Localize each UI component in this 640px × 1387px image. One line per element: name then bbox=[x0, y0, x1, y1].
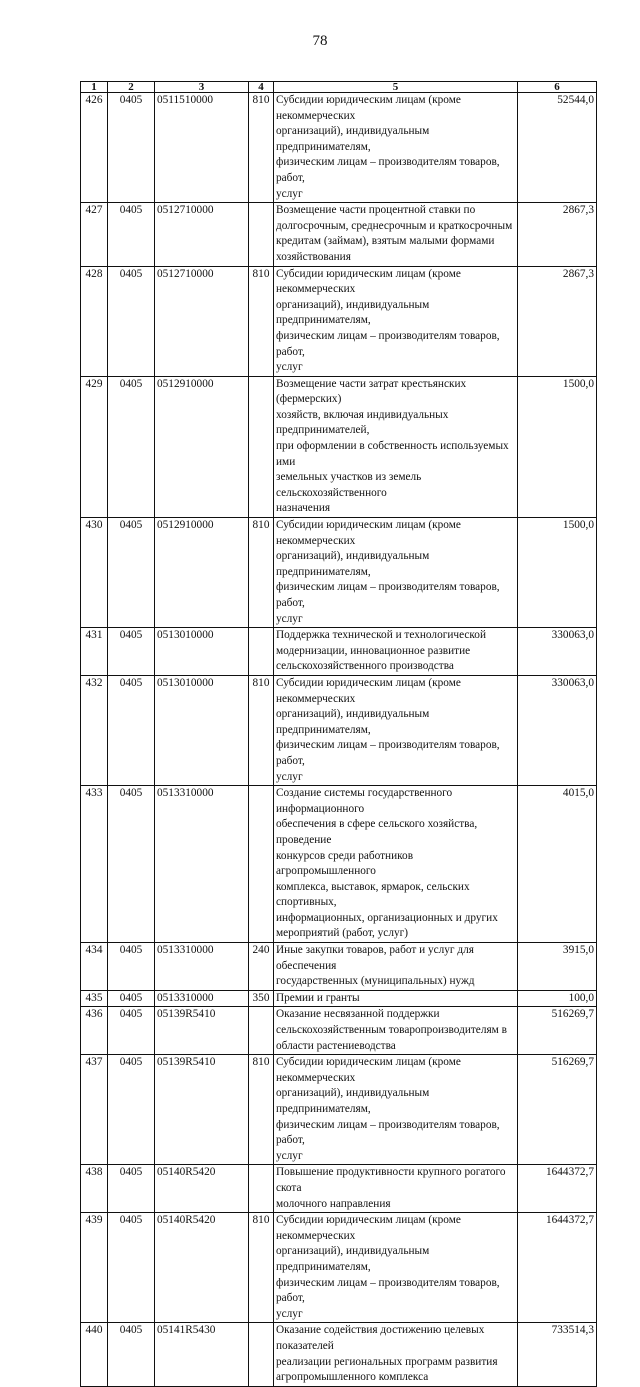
description-line: агропромышленного комплекса bbox=[276, 1371, 429, 1384]
target-article-code: 0512710000 bbox=[155, 266, 249, 376]
table-row bbox=[81, 628, 597, 676]
description-line: организаций), индивидуальным предпринимателям, bbox=[276, 298, 430, 327]
description-line: долгосрочным, среднесрочным и краткосрочным bbox=[276, 219, 513, 232]
description-line: хозяйств, включая индивидуальных предпринимателей, bbox=[276, 408, 449, 437]
target-article-code: 05141R5430 bbox=[155, 1323, 249, 1386]
row-number: 440 bbox=[81, 1323, 108, 1386]
description-line: организаций), индивидуальным предпринимателям, bbox=[276, 125, 430, 153]
description bbox=[274, 518, 518, 628]
target-article-code: 0513010000 bbox=[155, 628, 249, 676]
expense-type-code: 810 bbox=[249, 266, 274, 376]
row-number: 434 bbox=[81, 943, 108, 991]
column-header: 6 bbox=[518, 82, 597, 93]
expense-type-code: 810 bbox=[249, 1055, 274, 1165]
description-line: Возмещение части процентной ставки по bbox=[276, 204, 476, 217]
table-row bbox=[81, 786, 597, 943]
amount: 1644372,7 bbox=[518, 1165, 597, 1213]
amount: 330063,0 bbox=[518, 675, 597, 785]
target-article-code: 0513310000 bbox=[155, 943, 249, 991]
table-row bbox=[81, 203, 597, 266]
description-line: сельскохозяйственным товаропроизводителям в bbox=[276, 1024, 507, 1037]
target-article-code: 0512910000 bbox=[155, 518, 249, 628]
description-line: Оказание несвязанной поддержки bbox=[276, 1008, 440, 1021]
row-number: 437 bbox=[81, 1055, 108, 1165]
description bbox=[274, 1323, 518, 1386]
description-line: организаций), индивидуальным предпринимателям, bbox=[276, 708, 430, 736]
amount: 516269,7 bbox=[518, 1007, 597, 1055]
description bbox=[274, 943, 518, 991]
target-article-code: 0513310000 bbox=[155, 990, 249, 1007]
table-row bbox=[81, 266, 597, 376]
budget-table bbox=[80, 81, 597, 1387]
description-line: Субсидии юридическим лицам (кроме некоммерческих bbox=[276, 676, 461, 705]
description-line: организаций), индивидуальным предпринимателям, bbox=[276, 1245, 430, 1273]
section-code: 0405 bbox=[108, 93, 155, 203]
description bbox=[274, 266, 518, 376]
description bbox=[274, 1213, 518, 1323]
target-article-code: 05139R5410 bbox=[155, 1007, 249, 1055]
row-number: 426 bbox=[81, 93, 108, 203]
description bbox=[274, 93, 518, 203]
description bbox=[274, 675, 518, 785]
description-line: Создание системы государственного информационного bbox=[276, 787, 453, 815]
column-header: 5 bbox=[274, 82, 518, 93]
description-line: Субсидии юридическим лицам (кроме некоммерческих bbox=[276, 519, 461, 547]
amount: 4015,0 bbox=[518, 786, 597, 943]
expense-type-code: 810 bbox=[249, 675, 274, 785]
expense-type-code bbox=[249, 1323, 274, 1386]
description-line: хозяйствования bbox=[276, 250, 351, 263]
column-header: 4 bbox=[249, 82, 274, 93]
expense-type-code: 240 bbox=[249, 943, 274, 991]
description-line: области растениеводства bbox=[276, 1039, 396, 1052]
description-line: услуг bbox=[276, 1307, 303, 1320]
description-line: мероприятий (работ, услуг) bbox=[276, 927, 408, 940]
description-line: физическим лицам – производителям товаров, работ, bbox=[276, 1276, 500, 1305]
expense-type-code: 810 bbox=[249, 1213, 274, 1323]
section-code: 0405 bbox=[108, 675, 155, 785]
description-line: обеспечения в сфере сельского хозяйства, проведение bbox=[276, 818, 478, 846]
row-number: 433 bbox=[81, 786, 108, 943]
description-line: Поддержка технической и технологической bbox=[276, 629, 486, 642]
table-row bbox=[81, 1323, 597, 1386]
description-line: Субсидии юридическим лицам (кроме некоммерческих bbox=[276, 267, 461, 296]
target-article-code: 05139R5410 bbox=[155, 1055, 249, 1165]
amount: 1644372,7 bbox=[518, 1213, 597, 1323]
amount: 3915,0 bbox=[518, 943, 597, 991]
expense-type-code bbox=[249, 786, 274, 943]
amount: 1500,0 bbox=[518, 518, 597, 628]
description-line: Возмещение части затрат крестьянских (фермерских) bbox=[276, 377, 467, 406]
section-code: 0405 bbox=[108, 1323, 155, 1386]
table-row bbox=[81, 1007, 597, 1055]
description-line: реализации региональных программ развития bbox=[276, 1355, 498, 1368]
row-number: 428 bbox=[81, 266, 108, 376]
description-line: Субсидии юридическим лицам (кроме некоммерческих bbox=[276, 94, 461, 122]
description-line: кредитам (займам), взятым малыми формами bbox=[276, 235, 495, 248]
amount: 2867,3 bbox=[518, 266, 597, 376]
expense-type-code bbox=[249, 628, 274, 676]
description-line: модернизации, инновационное развитие bbox=[276, 644, 471, 657]
target-article-code: 0513010000 bbox=[155, 675, 249, 785]
description bbox=[274, 376, 518, 517]
section-code: 0405 bbox=[108, 1165, 155, 1213]
row-number: 431 bbox=[81, 628, 108, 676]
expense-type-code bbox=[249, 376, 274, 517]
target-article-code: 0513310000 bbox=[155, 786, 249, 943]
page-number: 78 bbox=[312, 33, 328, 49]
description bbox=[274, 1165, 518, 1213]
description bbox=[274, 628, 518, 676]
amount: 52544,0 bbox=[518, 93, 597, 203]
section-code: 0405 bbox=[108, 1007, 155, 1055]
target-article-code: 05140R5420 bbox=[155, 1213, 249, 1323]
description-line: физическим лицам – производителям товаров, работ, bbox=[276, 156, 500, 184]
table-row bbox=[81, 990, 597, 1007]
table-row bbox=[81, 376, 597, 517]
table-row bbox=[81, 1165, 597, 1213]
description-line: услуг bbox=[276, 361, 303, 374]
description-line: сельскохозяйственного производства bbox=[276, 660, 454, 673]
description-line: физическим лицам – производителям товаров, работ, bbox=[276, 739, 500, 767]
target-article-code: 0511510000 bbox=[155, 93, 249, 203]
expense-type-code: 810 bbox=[249, 93, 274, 203]
section-code: 0405 bbox=[108, 1055, 155, 1165]
expense-type-code: 350 bbox=[249, 990, 274, 1007]
table-row bbox=[81, 943, 597, 991]
description-line: услуг bbox=[276, 770, 303, 783]
description-line: услуг bbox=[276, 187, 303, 200]
table-row bbox=[81, 1055, 597, 1165]
row-number: 427 bbox=[81, 203, 108, 266]
description-line: физическим лицам – производителям товаров, работ, bbox=[276, 329, 500, 358]
description bbox=[274, 203, 518, 266]
description bbox=[274, 786, 518, 943]
column-header: 2 bbox=[108, 82, 155, 93]
section-code: 0405 bbox=[108, 376, 155, 517]
section-code: 0405 bbox=[108, 1213, 155, 1323]
table-row bbox=[81, 93, 597, 203]
amount: 516269,7 bbox=[518, 1055, 597, 1165]
section-code: 0405 bbox=[108, 266, 155, 376]
section-code: 0405 bbox=[108, 628, 155, 676]
row-number: 439 bbox=[81, 1213, 108, 1323]
amount: 100,0 bbox=[518, 990, 597, 1007]
section-code: 0405 bbox=[108, 518, 155, 628]
table-row bbox=[81, 518, 597, 628]
row-number: 435 bbox=[81, 990, 108, 1007]
amount: 733514,3 bbox=[518, 1323, 597, 1386]
target-article-code: 05140R5420 bbox=[155, 1165, 249, 1213]
section-code: 0405 bbox=[108, 786, 155, 943]
description-line: Иные закупки товаров, работ и услуг для обеспечения bbox=[276, 944, 474, 972]
expense-type-code: 810 bbox=[249, 518, 274, 628]
target-article-code: 0512710000 bbox=[155, 203, 249, 266]
description bbox=[274, 990, 518, 1007]
description-line: услуг bbox=[276, 612, 303, 625]
column-header: 3 bbox=[155, 82, 249, 93]
description bbox=[274, 1055, 518, 1165]
description-line: при оформлении в собственность используемых ими bbox=[276, 440, 509, 468]
description-line: земельных участков из земель сельскохозяйственного bbox=[276, 471, 422, 499]
table-header bbox=[81, 82, 597, 93]
section-code: 0405 bbox=[108, 203, 155, 266]
row-number: 436 bbox=[81, 1007, 108, 1055]
section-code: 0405 bbox=[108, 943, 155, 991]
description-line: физическим лицам – производителям товаров, работ, bbox=[276, 1118, 500, 1147]
description-line: организаций), индивидуальным предпринимателям, bbox=[276, 550, 430, 578]
expense-type-code bbox=[249, 1007, 274, 1055]
description-line: молочного направления bbox=[276, 1197, 391, 1210]
description-line: Повышение продуктивности крупного рогатого скота bbox=[276, 1166, 506, 1194]
column-header: 1 bbox=[81, 82, 108, 93]
row-number: 438 bbox=[81, 1165, 108, 1213]
description-line: Субсидии юридическим лицам (кроме некоммерческих bbox=[276, 1214, 461, 1242]
description bbox=[274, 1007, 518, 1055]
description-line: физическим лицам – производителям товаров, работ, bbox=[276, 581, 500, 609]
table-body bbox=[81, 93, 597, 1387]
expense-type-code bbox=[249, 203, 274, 266]
description-line: конкурсов среди работников агропромышленного bbox=[276, 849, 414, 878]
expense-type-code bbox=[249, 1165, 274, 1213]
description-line: государственных (муниципальных) нужд bbox=[276, 975, 475, 988]
row-number: 429 bbox=[81, 376, 108, 517]
row-number: 430 bbox=[81, 518, 108, 628]
description-line: организаций), индивидуальным предпринимателям, bbox=[276, 1087, 430, 1115]
description-line: информационных, организационных и других bbox=[276, 911, 498, 924]
description-line: комплекса, выставок, ярмарок, сельских спортивных, bbox=[276, 880, 470, 909]
description-line: Субсидии юридическим лицам (кроме некоммерческих bbox=[276, 1056, 461, 1084]
description-line: услуг bbox=[276, 1149, 303, 1162]
description-line: Премии и гранты bbox=[276, 991, 360, 1004]
table-row bbox=[81, 1213, 597, 1323]
amount: 1500,0 bbox=[518, 376, 597, 517]
description-line: назначения bbox=[276, 502, 331, 515]
amount: 2867,3 bbox=[518, 203, 597, 266]
section-code: 0405 bbox=[108, 990, 155, 1007]
amount: 330063,0 bbox=[518, 628, 597, 676]
target-article-code: 0512910000 bbox=[155, 376, 249, 517]
row-number: 432 bbox=[81, 675, 108, 785]
description-line: Оказание содействия достижению целевых показателей bbox=[276, 1324, 485, 1352]
table-row bbox=[81, 675, 597, 785]
